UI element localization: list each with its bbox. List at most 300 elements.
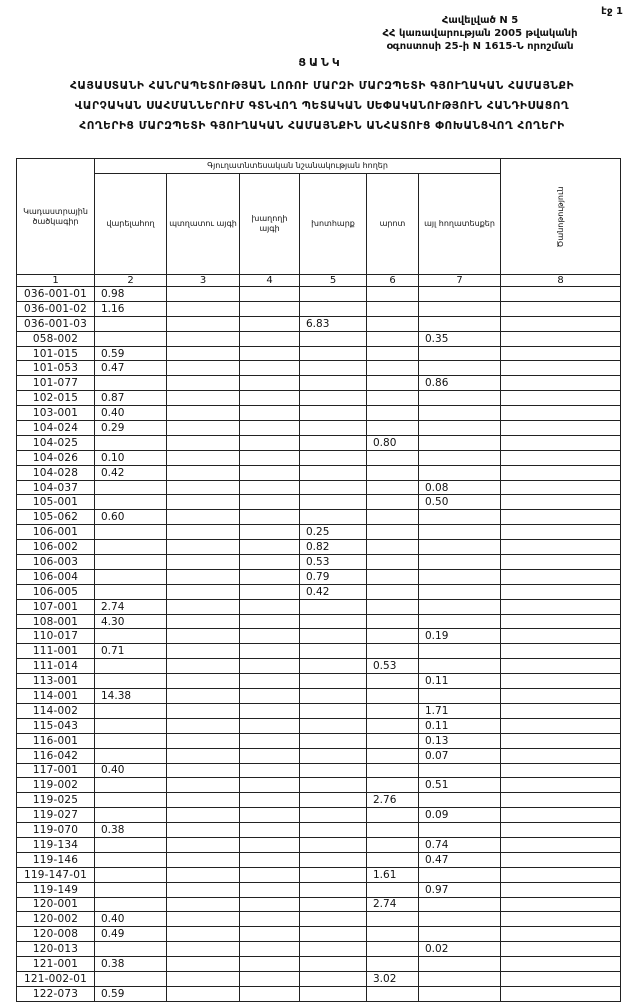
- notes-cell: [501, 450, 621, 465]
- orchard-cell: [167, 897, 240, 912]
- column-number: 2: [95, 275, 167, 287]
- pasture-cell: [367, 778, 419, 793]
- cadastral-code-cell: 120-002: [17, 912, 95, 927]
- cadastral-code-cell: 101-077: [17, 376, 95, 391]
- cadastral-code-cell: 105-001: [17, 495, 95, 510]
- vineyard-cell: [240, 614, 300, 629]
- arable-land-cell: [95, 703, 167, 718]
- hayfield-cell: [300, 376, 367, 391]
- vineyard-cell: [240, 748, 300, 763]
- column-number: 8: [501, 275, 621, 287]
- vineyard-cell: [240, 391, 300, 406]
- hayfield-cell: 0.53: [300, 555, 367, 570]
- table-row: [17, 867, 621, 882]
- hayfield-cell: [300, 703, 367, 718]
- other-land-cell: [419, 599, 501, 614]
- cadastral-code-cell: 103-001: [17, 406, 95, 421]
- cadastral-code-cell: 036-001-03: [17, 316, 95, 331]
- other-land-cell: [419, 897, 501, 912]
- header-pasture: արոտ: [367, 174, 419, 275]
- column-number: 3: [167, 275, 240, 287]
- hayfield-cell: [300, 301, 367, 316]
- vineyard-cell: [240, 376, 300, 391]
- header-vineyard: խաղողի այգի: [240, 174, 300, 275]
- pasture-cell: 2.74: [367, 897, 419, 912]
- vineyard-cell: [240, 331, 300, 346]
- table-row: [17, 763, 621, 778]
- arable-land-cell: [95, 867, 167, 882]
- table-row: [17, 316, 621, 331]
- hayfield-cell: [300, 986, 367, 1001]
- pasture-cell: 2.76: [367, 793, 419, 808]
- other-land-cell: [419, 584, 501, 599]
- hayfield-cell: [300, 599, 367, 614]
- column-number: 1: [17, 275, 95, 287]
- cadastral-code-cell: 105-062: [17, 510, 95, 525]
- cadastral-code-cell: 113-001: [17, 674, 95, 689]
- cadastral-code-cell: 104-028: [17, 465, 95, 480]
- table-row: [17, 614, 621, 629]
- pasture-cell: [367, 555, 419, 570]
- orchard-cell: [167, 808, 240, 823]
- other-land-cell: [419, 986, 501, 1001]
- pasture-cell: [367, 450, 419, 465]
- pasture-cell: [367, 748, 419, 763]
- subtitle-line: ՀԱՅԱՍՏԱՆԻ ՀԱՆՐԱՊԵՏՈՒԹՅԱՆ ԼՈՌՈՒ ՄԱՐԶԻ ՄԱՐԶՊԵՏԻ ԳՅՈՒՂԱԿԱՆ ՀԱՄԱՅՆՔԻ: [69, 80, 575, 92]
- other-land-cell: 0.35: [419, 331, 501, 346]
- vineyard-cell: [240, 763, 300, 778]
- orchard-cell: [167, 376, 240, 391]
- notes-cell: [501, 495, 621, 510]
- hayfield-cell: [300, 659, 367, 674]
- annex-header: [360, 14, 600, 53]
- cadastral-code-cell: 101-015: [17, 346, 95, 361]
- vineyard-cell: [240, 540, 300, 555]
- cadastral-code-cell: 122-073: [17, 986, 95, 1001]
- pasture-cell: [367, 480, 419, 495]
- vineyard-cell: [240, 421, 300, 436]
- subtitle-line: ՎԱՐՉԱԿԱՆ ՍԱՀՄԱՆՆԵՐՈՒՄ ԳՏՆՎՈՂ ՊԵՏԱԿԱՆ ՍԵՓԱԿԱՆՈՒԹՅՈՒՆ ՀԱՆԴԻՍԱՑՈՂ: [74, 100, 570, 112]
- vineyard-cell: [240, 927, 300, 942]
- cadastral-code-cell: 102-015: [17, 391, 95, 406]
- arable-land-cell: 0.87: [95, 391, 167, 406]
- cadastral-code-cell: 119-025: [17, 793, 95, 808]
- table-row: [17, 837, 621, 852]
- notes-cell: [501, 837, 621, 852]
- cadastral-code-cell: 121-002-01: [17, 971, 95, 986]
- orchard-cell: [167, 942, 240, 957]
- table-row: [17, 644, 621, 659]
- vineyard-cell: [240, 778, 300, 793]
- orchard-cell: [167, 287, 240, 302]
- vineyard-cell: [240, 971, 300, 986]
- table-body: [17, 287, 621, 1002]
- pasture-cell: [367, 823, 419, 838]
- cadastral-code-cell: 106-004: [17, 569, 95, 584]
- hayfield-cell: [300, 718, 367, 733]
- other-land-cell: [419, 971, 501, 986]
- hayfield-cell: [300, 897, 367, 912]
- orchard-cell: [167, 480, 240, 495]
- table-row: [17, 599, 621, 614]
- notes-cell: [501, 733, 621, 748]
- cadastral-code-cell: 120-008: [17, 927, 95, 942]
- table-row: [17, 808, 621, 823]
- table-row: [17, 733, 621, 748]
- vineyard-cell: [240, 793, 300, 808]
- notes-cell: [501, 703, 621, 718]
- pasture-cell: [367, 927, 419, 942]
- pasture-cell: 1.61: [367, 867, 419, 882]
- column-number: 7: [419, 275, 501, 287]
- table-row: [17, 659, 621, 674]
- table-row: [17, 584, 621, 599]
- other-land-cell: 0.97: [419, 882, 501, 897]
- arable-land-cell: [95, 331, 167, 346]
- other-land-cell: [419, 763, 501, 778]
- pasture-cell: [367, 346, 419, 361]
- pasture-cell: [367, 569, 419, 584]
- column-number: 5: [300, 275, 367, 287]
- notes-cell: [501, 435, 621, 450]
- orchard-cell: [167, 823, 240, 838]
- table-row: [17, 912, 621, 927]
- cadastral-code-cell: 119-027: [17, 808, 95, 823]
- other-land-cell: [419, 301, 501, 316]
- orchard-cell: [167, 406, 240, 421]
- notes-cell: [501, 465, 621, 480]
- table-row: [17, 748, 621, 763]
- notes-cell: [501, 406, 621, 421]
- document-subtitle: [22, 76, 622, 136]
- hayfield-cell: [300, 674, 367, 689]
- arable-land-cell: [95, 808, 167, 823]
- pasture-cell: [367, 391, 419, 406]
- cadastral-code-cell: 036-001-01: [17, 287, 95, 302]
- notes-cell: [501, 584, 621, 599]
- pasture-cell: [367, 614, 419, 629]
- vineyard-cell: [240, 480, 300, 495]
- hayfield-cell: [300, 346, 367, 361]
- notes-cell: [501, 957, 621, 972]
- other-land-cell: [419, 421, 501, 436]
- hayfield-cell: [300, 465, 367, 480]
- cadastral-code-cell: 116-001: [17, 733, 95, 748]
- other-land-cell: [419, 406, 501, 421]
- arable-land-cell: [95, 569, 167, 584]
- table-row: [17, 718, 621, 733]
- cadastral-code-cell: 110-017: [17, 629, 95, 644]
- hayfield-cell: [300, 435, 367, 450]
- pasture-cell: [367, 674, 419, 689]
- notes-cell: [501, 644, 621, 659]
- pasture-cell: [367, 331, 419, 346]
- vineyard-cell: [240, 495, 300, 510]
- orchard-cell: [167, 614, 240, 629]
- cadastral-code-cell: 114-002: [17, 703, 95, 718]
- vineyard-cell: [240, 406, 300, 421]
- other-land-cell: [419, 435, 501, 450]
- other-land-cell: [419, 391, 501, 406]
- other-land-cell: [419, 450, 501, 465]
- arable-land-cell: [95, 852, 167, 867]
- cadastral-code-cell: 114-001: [17, 689, 95, 704]
- vineyard-cell: [240, 808, 300, 823]
- other-land-cell: [419, 316, 501, 331]
- orchard-cell: [167, 301, 240, 316]
- notes-cell: [501, 748, 621, 763]
- hayfield-cell: [300, 942, 367, 957]
- notes-cell: [501, 361, 621, 376]
- arable-land-cell: 0.98: [95, 287, 167, 302]
- pasture-cell: [367, 361, 419, 376]
- pasture-cell: [367, 584, 419, 599]
- other-land-cell: 0.19: [419, 629, 501, 644]
- header-agricultural-land: Գյուղատնտեսական նշանակության հողեր: [95, 159, 501, 174]
- notes-cell: [501, 525, 621, 540]
- orchard-cell: [167, 316, 240, 331]
- orchard-cell: [167, 778, 240, 793]
- cadastral-code-cell: 106-002: [17, 540, 95, 555]
- other-land-cell: 0.51: [419, 778, 501, 793]
- arable-land-cell: [95, 555, 167, 570]
- arable-land-cell: [95, 540, 167, 555]
- vineyard-cell: [240, 703, 300, 718]
- notes-cell: [501, 555, 621, 570]
- arable-land-cell: [95, 882, 167, 897]
- notes-cell: [501, 510, 621, 525]
- vineyard-cell: [240, 852, 300, 867]
- table-row: [17, 495, 621, 510]
- header-arable-land: վարելահող: [95, 174, 167, 275]
- table-row: [17, 897, 621, 912]
- orchard-cell: [167, 927, 240, 942]
- other-land-cell: 1.71: [419, 703, 501, 718]
- hayfield-cell: 0.82: [300, 540, 367, 555]
- notes-cell: [501, 421, 621, 436]
- table-row: [17, 793, 621, 808]
- notes-cell: [501, 674, 621, 689]
- pasture-cell: [367, 763, 419, 778]
- orchard-cell: [167, 733, 240, 748]
- orchard-cell: [167, 689, 240, 704]
- hayfield-cell: [300, 361, 367, 376]
- hayfield-cell: [300, 748, 367, 763]
- land-parcels-table: [16, 158, 621, 1002]
- hayfield-cell: [300, 689, 367, 704]
- pasture-cell: [367, 376, 419, 391]
- other-land-cell: [419, 287, 501, 302]
- orchard-cell: [167, 346, 240, 361]
- pasture-cell: [367, 837, 419, 852]
- table-row: [17, 942, 621, 957]
- pasture-cell: [367, 287, 419, 302]
- other-land-cell: [419, 644, 501, 659]
- vineyard-cell: [240, 986, 300, 1001]
- other-land-cell: [419, 525, 501, 540]
- arable-land-cell: 1.16: [95, 301, 167, 316]
- pasture-cell: [367, 629, 419, 644]
- arable-land-cell: [95, 897, 167, 912]
- other-land-cell: 0.11: [419, 718, 501, 733]
- table-row: [17, 331, 621, 346]
- hayfield-cell: [300, 614, 367, 629]
- cadastral-code-cell: 119-070: [17, 823, 95, 838]
- table-row: [17, 346, 621, 361]
- orchard-cell: [167, 674, 240, 689]
- arable-land-cell: 14.38: [95, 689, 167, 704]
- pasture-cell: [367, 495, 419, 510]
- annex-line: ՀՀ կառավարության 2005 թվականի: [382, 28, 578, 39]
- other-land-cell: [419, 555, 501, 570]
- cadastral-code-cell: 111-001: [17, 644, 95, 659]
- table-row: [17, 971, 621, 986]
- table-row: [17, 703, 621, 718]
- hayfield-cell: [300, 882, 367, 897]
- hayfield-cell: [300, 406, 367, 421]
- notes-cell: [501, 659, 621, 674]
- arable-land-cell: [95, 525, 167, 540]
- hayfield-cell: [300, 733, 367, 748]
- arable-land-cell: [95, 718, 167, 733]
- pasture-cell: [367, 599, 419, 614]
- vineyard-cell: [240, 316, 300, 331]
- hayfield-cell: [300, 867, 367, 882]
- header-cadastral-code: Կադաստրային ծածկագիր: [17, 159, 95, 275]
- vineyard-cell: [240, 689, 300, 704]
- arable-land-cell: [95, 584, 167, 599]
- hayfield-cell: [300, 495, 367, 510]
- vineyard-cell: [240, 823, 300, 838]
- other-land-cell: [419, 823, 501, 838]
- hayfield-cell: [300, 629, 367, 644]
- arable-land-cell: [95, 435, 167, 450]
- hayfield-cell: 0.25: [300, 525, 367, 540]
- notes-cell: [501, 480, 621, 495]
- notes-cell: [501, 391, 621, 406]
- document-title: ՑԱՆԿ: [298, 56, 343, 69]
- arable-land-cell: [95, 793, 167, 808]
- vineyard-cell: [240, 629, 300, 644]
- hayfield-cell: 0.42: [300, 584, 367, 599]
- subtitle-line: ՀՈՂԵՐԻՑ ՄԱՐԶՊԵՏԻ ԳՅՈՒՂԱԿԱՆ ՀԱՄԱՅՆՔԻՆ ԱՆՀԱՏՈՒՑ ՓՈԽԱՆՑՎՈՂ ՀՈՂԵՐԻ: [79, 120, 565, 132]
- orchard-cell: [167, 584, 240, 599]
- pasture-cell: [367, 540, 419, 555]
- notes-cell: [501, 331, 621, 346]
- vineyard-cell: [240, 555, 300, 570]
- notes-cell: [501, 867, 621, 882]
- other-land-cell: [419, 689, 501, 704]
- pasture-cell: [367, 942, 419, 957]
- vineyard-cell: [240, 957, 300, 972]
- hayfield-cell: [300, 852, 367, 867]
- orchard-cell: [167, 957, 240, 972]
- notes-cell: [501, 718, 621, 733]
- notes-cell: [501, 823, 621, 838]
- table-row: [17, 674, 621, 689]
- vineyard-cell: [240, 599, 300, 614]
- arable-land-cell: [95, 674, 167, 689]
- vineyard-cell: [240, 867, 300, 882]
- cadastral-code-cell: 119-146: [17, 852, 95, 867]
- arable-land-cell: 0.49: [95, 927, 167, 942]
- pasture-cell: [367, 301, 419, 316]
- pasture-cell: 3.02: [367, 971, 419, 986]
- column-number: 4: [240, 275, 300, 287]
- arable-land-cell: [95, 942, 167, 957]
- other-land-cell: [419, 510, 501, 525]
- arable-land-cell: [95, 837, 167, 852]
- orchard-cell: [167, 361, 240, 376]
- table-row: [17, 480, 621, 495]
- table-row: [17, 629, 621, 644]
- table-row: [17, 555, 621, 570]
- other-land-cell: [419, 867, 501, 882]
- vineyard-cell: [240, 584, 300, 599]
- notes-cell: [501, 912, 621, 927]
- notes-cell: [501, 629, 621, 644]
- cadastral-code-cell: 108-001: [17, 614, 95, 629]
- other-land-cell: 0.13: [419, 733, 501, 748]
- cadastral-code-cell: 117-001: [17, 763, 95, 778]
- arable-land-cell: 0.42: [95, 465, 167, 480]
- orchard-cell: [167, 540, 240, 555]
- notes-cell: [501, 793, 621, 808]
- other-land-cell: [419, 361, 501, 376]
- hayfield-cell: [300, 793, 367, 808]
- arable-land-cell: 4.30: [95, 614, 167, 629]
- table-row: [17, 569, 621, 584]
- pasture-cell: [367, 986, 419, 1001]
- orchard-cell: [167, 718, 240, 733]
- table-row: [17, 406, 621, 421]
- table-row: [17, 957, 621, 972]
- arable-land-cell: 0.71: [95, 644, 167, 659]
- vineyard-cell: [240, 897, 300, 912]
- cadastral-code-cell: 119-149: [17, 882, 95, 897]
- orchard-cell: [167, 703, 240, 718]
- cadastral-code-cell: 106-001: [17, 525, 95, 540]
- orchard-cell: [167, 555, 240, 570]
- hayfield-cell: [300, 971, 367, 986]
- orchard-cell: [167, 882, 240, 897]
- arable-land-cell: 0.38: [95, 957, 167, 972]
- arable-land-cell: 0.40: [95, 763, 167, 778]
- orchard-cell: [167, 644, 240, 659]
- orchard-cell: [167, 495, 240, 510]
- notes-cell: [501, 882, 621, 897]
- other-land-cell: [419, 912, 501, 927]
- cadastral-code-cell: 036-001-02: [17, 301, 95, 316]
- orchard-cell: [167, 569, 240, 584]
- other-land-cell: 0.86: [419, 376, 501, 391]
- other-land-cell: 0.02: [419, 942, 501, 957]
- header-notes-label: Ծանոթություն: [555, 186, 565, 247]
- orchard-cell: [167, 391, 240, 406]
- pasture-cell: 0.80: [367, 435, 419, 450]
- notes-cell: [501, 316, 621, 331]
- orchard-cell: [167, 331, 240, 346]
- arable-land-cell: 0.29: [95, 421, 167, 436]
- arable-land-cell: [95, 376, 167, 391]
- column-number-row: [17, 275, 621, 287]
- hayfield-cell: [300, 391, 367, 406]
- table-row: [17, 361, 621, 376]
- cadastral-code-cell: 104-037: [17, 480, 95, 495]
- pasture-cell: [367, 316, 419, 331]
- other-land-cell: 0.74: [419, 837, 501, 852]
- other-land-cell: 0.08: [419, 480, 501, 495]
